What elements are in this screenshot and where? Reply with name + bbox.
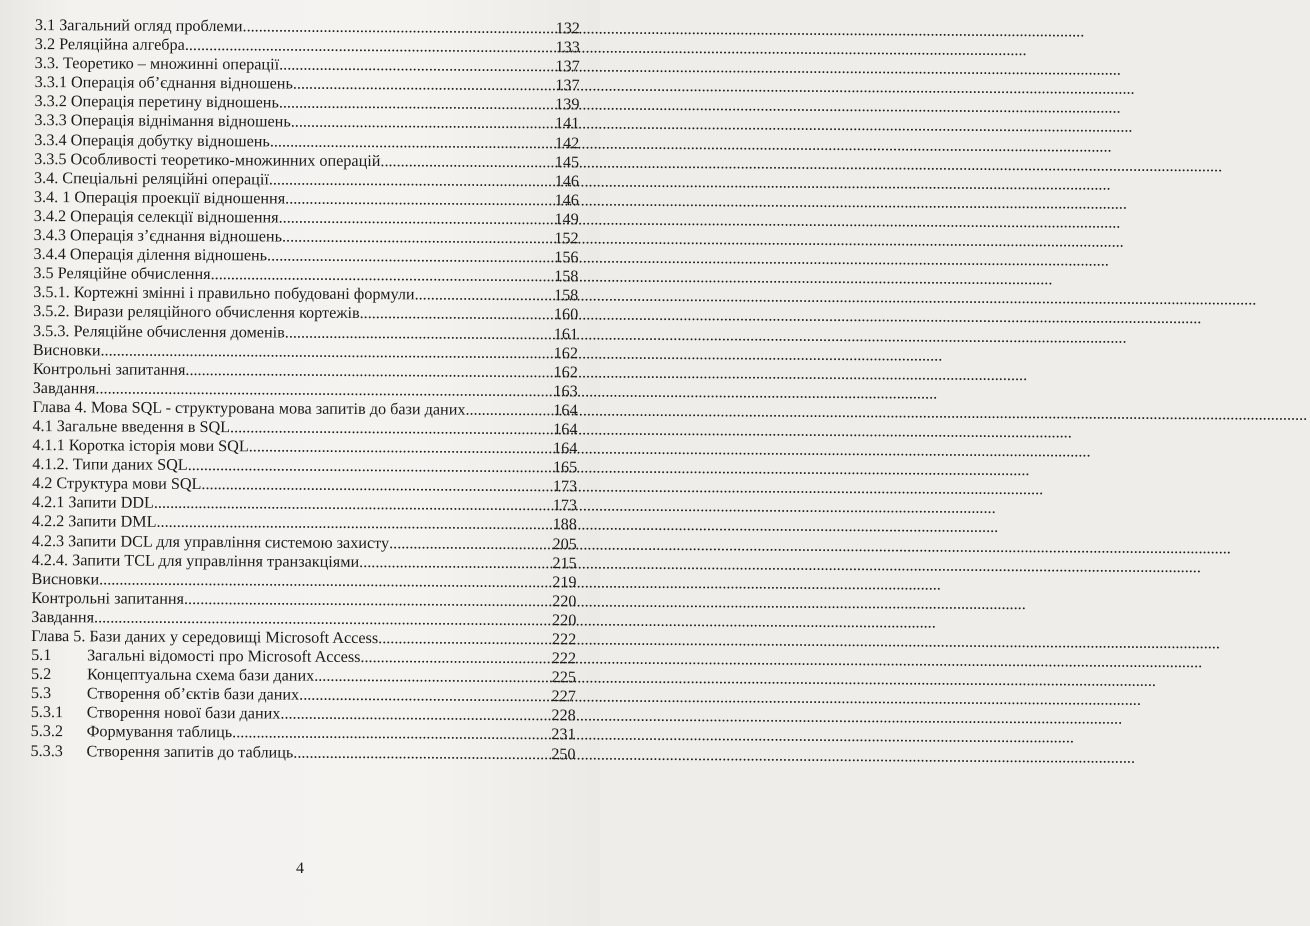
toc-entry-title: Концептуальна схема бази даних — [86, 665, 315, 685]
toc-dot-leader — [359, 553, 551, 573]
toc-entry-title: 3.3.2 Операція перетину відношень — [34, 92, 279, 112]
toc-entry-title: Завдання — [32, 378, 96, 398]
toc-dot-leader — [156, 513, 551, 535]
toc-entry-title: 4.2.2 Запити DML — [31, 512, 157, 532]
toc-entry — [33, 379, 578, 401]
toc-entry-title: 3.4.4 Операція ділення відношень — [33, 245, 268, 265]
toc-entry-title: 3.4.3 Операція з’єднання відношень — [33, 226, 283, 246]
toc-entry-page: 173 — [552, 496, 578, 515]
toc-entry-title: 3.2 Реляційна алгебра — [34, 35, 185, 55]
toc-dot-leader — [185, 36, 555, 57]
toc-entry-title: 3.5.2. Вирази реляційного обчислення кортежів — [33, 302, 360, 323]
toc-entry-page: 220 — [552, 591, 577, 611]
toc-entry-title: Контрольні запитання — [31, 588, 185, 608]
toc-entry-page: 142 — [554, 133, 580, 152]
toc-entry-page: 228 — [551, 706, 576, 725]
toc-entry-title: 3.4.2 Операція селекції відношення — [33, 206, 279, 227]
toc-entry-page: 149 — [554, 210, 579, 229]
toc-dot-leader — [314, 667, 551, 688]
toc-dot-leader — [279, 56, 554, 77]
toc-dot-leader — [185, 361, 552, 382]
toc-dot-leader — [95, 379, 552, 401]
toc-dot-leader — [154, 494, 552, 516]
toc-entry-page: 158 — [553, 286, 579, 305]
toc-entry-page: 162 — [553, 362, 578, 382]
toc-entry-title: Контрольні запитання — [32, 359, 186, 379]
page-number: 4 — [296, 860, 304, 877]
toc-entry-page: 137 — [555, 76, 580, 95]
toc-entry-title: 4.1.1 Коротка історія мови SQL — [32, 436, 249, 456]
toc-dot-leader — [211, 265, 554, 286]
toc-entry — [30, 742, 575, 764]
toc-entry — [33, 341, 578, 363]
toc-dot-leader — [378, 629, 551, 649]
toc-entry-title: Висновки — [31, 569, 100, 589]
toc-entry-number: 5.3.1 — [30, 703, 64, 722]
toc-dot-leader — [232, 724, 550, 745]
toc-dot-leader — [389, 534, 551, 554]
toc-dot-leader — [249, 437, 552, 458]
toc-entry-page: 137 — [555, 57, 580, 76]
toc-dot-leader — [465, 401, 552, 421]
toc-entry-page: 161 — [553, 324, 579, 343]
toc-dot-leader — [184, 590, 551, 611]
toc-dot-leader — [279, 94, 554, 115]
toc-dot-leader — [188, 456, 552, 477]
toc-entry-page: 164 — [553, 439, 578, 458]
toc-dot-leader — [201, 475, 552, 496]
toc-entry-title: 4.2 Структура мови SQL — [32, 474, 202, 494]
toc-entry-page: 164 — [553, 401, 578, 420]
toc-entry-title: Глава 5. Бази даних у середовищі Microsoft Access — [31, 626, 379, 648]
toc-entry-page: 158 — [554, 267, 579, 286]
toc-dot-leader — [279, 208, 554, 229]
toc-entry-page: 205 — [552, 534, 577, 553]
toc-entry-page: 145 — [554, 152, 580, 171]
toc-entry-title: Глава 4. Мова SQL - структурована мова запитів до бази даних — [32, 397, 466, 419]
toc-entry-page: 133 — [555, 38, 580, 57]
toc-entry-number: 5.3 — [30, 684, 52, 703]
toc-entry-page: 146 — [554, 171, 580, 191]
toc-entry-page: 219 — [552, 572, 577, 592]
toc-entry — [32, 570, 577, 592]
toc-dot-leader — [299, 686, 551, 707]
toc-dot-leader — [270, 132, 554, 153]
toc-entry-page: 146 — [554, 191, 579, 210]
toc-dot-leader — [285, 323, 553, 344]
toc-entry-title: 3.5 Реляційне обчислення — [33, 264, 211, 284]
toc-entry-page: 165 — [552, 458, 578, 477]
toc-entry-title: Створення об’єктів бази даних — [86, 684, 300, 704]
toc-entry-title: 3.5.1. Кортежні змінні і правильно побудовані формули — [33, 283, 415, 304]
toc-dot-leader — [415, 286, 554, 306]
toc-dot-leader — [360, 304, 553, 324]
toc-entry-page: 220 — [551, 611, 577, 630]
toc-entry — [31, 608, 576, 630]
toc-entry-number: 5.3.3 — [30, 741, 63, 760]
toc-entry-page: 250 — [551, 744, 576, 763]
toc-entry-page: 152 — [554, 229, 579, 248]
toc-entry-number: 5.3.2 — [30, 722, 64, 741]
toc-dot-leader — [242, 17, 554, 38]
toc-dot-leader — [282, 228, 553, 249]
toc-entry-page: 162 — [553, 343, 579, 362]
table-of-contents — [30, 16, 580, 764]
toc-entry-title: 3.3.5 Особливості теоретико-множинних операцій — [34, 149, 381, 170]
toc-entry-number: 5.2 — [30, 665, 52, 684]
toc-dot-leader — [293, 743, 550, 764]
toc-entry-page: 222 — [551, 630, 577, 649]
toc-dot-leader — [269, 170, 554, 191]
toc-entry-title: 3.4. 1 Операція проекції відношення — [33, 187, 286, 208]
toc-dot-leader — [380, 152, 554, 172]
toc-dot-leader — [100, 341, 552, 363]
toc-dot-leader — [230, 418, 552, 439]
toc-entry-title: 3.4. Спеціальні реляційні операції — [33, 168, 269, 189]
toc-dot-leader — [291, 113, 554, 134]
toc-entry-page: 188 — [552, 515, 577, 534]
toc-entry-title: 4.1 Загальне введення в SQL — [32, 416, 231, 437]
toc-entry-title: 3.5.3. Реляційне обчислення доменів — [33, 321, 285, 342]
toc-entry-title: 4.2.3 Запити DCL для управління системою захисту — [31, 531, 390, 552]
toc-dot-leader — [99, 570, 551, 592]
toc-dot-leader — [285, 189, 554, 210]
toc-entry-number: 5.1 — [31, 646, 52, 665]
toc-dot-leader — [360, 648, 550, 668]
toc-entry-title: Висновки — [32, 340, 101, 360]
toc-entry-page: 132 — [555, 19, 580, 38]
toc-entry-title: 3.3. Теоретико – множинні операції — [34, 54, 280, 74]
toc-dot-leader — [267, 247, 553, 268]
toc-entry-title: 3.1 Загальний огляд проблеми — [34, 16, 243, 36]
toc-entry-page: 231 — [551, 725, 576, 744]
toc-entry-title: 4.1.2. Типи даних SQL — [32, 455, 188, 475]
toc-entry-title: 4.2.1 Запити DDL — [31, 493, 154, 513]
toc-dot-leader — [293, 75, 555, 96]
toc-entry-page: 164 — [553, 420, 578, 439]
toc-entry-title: Створення запитів до таблиць — [86, 741, 294, 762]
toc-dot-leader — [280, 705, 550, 726]
toc-entry-title: 3.3.1 Операція об’єднання відношень — [34, 73, 293, 93]
toc-entry-title: 3.3.3 Операція віднімання відношень — [34, 111, 291, 132]
toc-entry-page: 160 — [553, 305, 579, 324]
toc-entry-page: 139 — [555, 95, 580, 114]
document-page — [0, 0, 600, 926]
toc-entry-page: 163 — [553, 381, 578, 401]
toc-entry-title: Завдання — [31, 607, 95, 627]
toc-entry-title: Створення нової бази даних — [86, 703, 281, 723]
toc-entry-page: 225 — [551, 668, 577, 687]
toc-entry-page: 156 — [554, 248, 579, 267]
toc-entry-page: 222 — [551, 649, 577, 668]
toc-dot-leader — [94, 608, 551, 630]
toc-entry-page: 141 — [555, 114, 580, 133]
toc-entry-title: 3.3.4 Операція добутку відношень — [34, 130, 270, 150]
toc-entry-page: 227 — [551, 687, 576, 706]
toc-entry-title: Загальні відомості про Microsoft Access — [87, 646, 361, 667]
toc-entry-title: Формування таблиць — [86, 722, 233, 742]
toc-entry-title: 4.2.4. Запити TCL для управління транзакціями — [31, 550, 360, 571]
toc-entry-page: 173 — [552, 477, 578, 496]
toc-entry-page: 215 — [552, 553, 577, 572]
